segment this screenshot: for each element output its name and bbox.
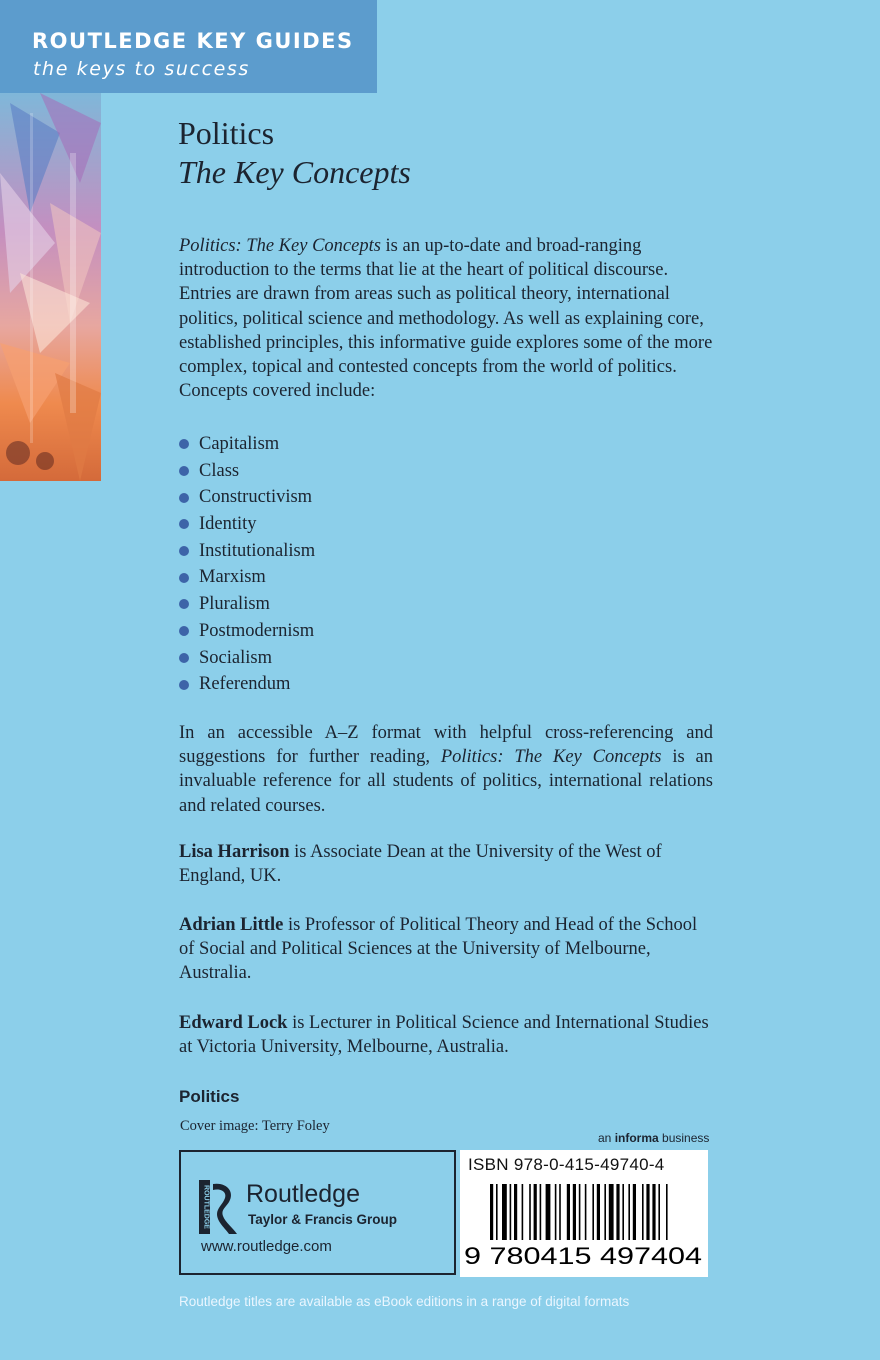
book-title: Politics: [178, 115, 275, 151]
barcode-bar: [604, 1184, 606, 1240]
series-name: ROUTLEDGE KEY GUIDES: [32, 29, 354, 53]
barcode-bar: [592, 1184, 594, 1240]
barcode-bar: [609, 1184, 614, 1240]
author-bio: Edward Lock is Lecturer in Political Science and International Studies at Victoria University, Melbourne, Australia.: [179, 1013, 709, 1058]
barcode-bar: [666, 1184, 668, 1240]
barcode-bar: [502, 1184, 507, 1240]
barcode-bar: [555, 1184, 557, 1240]
list-item: Referendum: [179, 671, 315, 698]
barcode: [460, 1150, 708, 1277]
bullet-icon: [179, 626, 189, 636]
subject-category: Politics: [179, 1087, 240, 1106]
routledge-logo-icon: [199, 1180, 239, 1240]
author-bio: Adrian Little is Professor of Political Theory and Head of the School of Social and Political Sciences at the University of Melbourne, Australia.: [179, 915, 698, 984]
bullet-icon: [179, 439, 189, 449]
author-name: Adrian Little: [179, 915, 284, 935]
barcode-bar: [633, 1184, 636, 1240]
book-subtitle: The Key Concepts: [178, 154, 411, 190]
barcode-bar: [567, 1184, 570, 1240]
barcode-bar: [658, 1184, 660, 1240]
series-tagline: the keys to success: [33, 58, 250, 80]
list-item: Class: [179, 458, 315, 485]
barcode-bar: [546, 1184, 551, 1240]
barcode-bar: [534, 1184, 537, 1240]
barcode-bar: [529, 1184, 531, 1240]
intro-title: Politics: The Key Concepts: [179, 236, 381, 256]
publisher-url: www.routledge.com: [201, 1238, 332, 1255]
barcode-bar: [559, 1184, 561, 1240]
barcode-bar: [540, 1184, 542, 1240]
list-item: Postmodernism: [179, 618, 315, 645]
barcode-bar: [585, 1184, 587, 1240]
bullet-icon: [179, 573, 189, 583]
cover-credit: Cover image: Terry Foley: [180, 1118, 330, 1134]
barcode-bar: [490, 1184, 493, 1240]
ebook-note: Routledge titles are available as eBook editions in a range of digital formats: [179, 1294, 630, 1309]
bullet-icon: [179, 493, 189, 503]
barcode-bar: [573, 1184, 576, 1240]
publisher-box: [179, 1150, 456, 1275]
list-item: Constructivism: [179, 484, 315, 511]
informa-business-label: an informa business: [598, 1131, 710, 1145]
barcode-bar: [642, 1184, 644, 1240]
bullet-icon: [179, 519, 189, 529]
barcode-bar: [510, 1184, 512, 1240]
cover-artwork: [0, 93, 101, 481]
bullet-icon: [179, 680, 189, 690]
list-item: Identity: [179, 511, 315, 538]
summary-paragraph: In an accessible A–Z format with helpful cross-referencing and suggestions for further reading, Politics: The Key Concepts is an invaluable reference for all students of politics, international relations and related courses.: [179, 723, 714, 816]
barcode-box: [460, 1150, 708, 1277]
bullet-icon: [179, 466, 189, 476]
bullet-icon: [179, 653, 189, 663]
barcode-bar: [579, 1184, 581, 1240]
list-item: Pluralism: [179, 591, 315, 618]
list-item: Marxism: [179, 564, 315, 591]
barcode-digits: 9 780415 497404: [464, 1243, 702, 1270]
author-bio: Lisa Harrison is Associate Dean at the University of the West of England, UK.: [179, 842, 662, 887]
barcode-bar: [496, 1184, 498, 1240]
list-item: Socialism: [179, 645, 315, 672]
barcode-bar: [622, 1184, 624, 1240]
list-item: Institutionalism: [179, 538, 315, 565]
concepts-list: [179, 431, 315, 698]
isbn-label: ISBN 978-0-415-49740-4: [468, 1155, 665, 1174]
intro-paragraph: [179, 234, 713, 403]
barcode-bar: [514, 1184, 517, 1240]
author-name: Lisa Harrison: [179, 842, 290, 862]
list-item: Capitalism: [179, 431, 315, 458]
barcode-bar: [616, 1184, 619, 1240]
publisher-group: Taylor & Francis Group: [248, 1212, 398, 1227]
barcode-bar: [628, 1184, 630, 1240]
barcode-bar: [652, 1184, 655, 1240]
bullet-icon: [179, 546, 189, 556]
publisher-name: Routledge: [246, 1180, 360, 1208]
barcode-bar: [597, 1184, 600, 1240]
series-band: [0, 0, 377, 93]
barcode-bar: [646, 1184, 649, 1240]
barcode-bar: [522, 1184, 524, 1240]
svg-text:ROUTLEDGE: ROUTLEDGE: [202, 1185, 210, 1229]
author-name: Edward Lock: [179, 1013, 288, 1033]
bullet-icon: [179, 599, 189, 609]
intro-text: is an up-to-date and broad-ranging introduction to the terms that lie at the heart of political discourse. Entries are drawn from areas such as political theory, international politics, political science and methodology. As well as explaining core, established principles, this informative guide explores some of the more complex, topical and contested concepts from the world of politics. Concepts covered include:: [179, 236, 713, 402]
